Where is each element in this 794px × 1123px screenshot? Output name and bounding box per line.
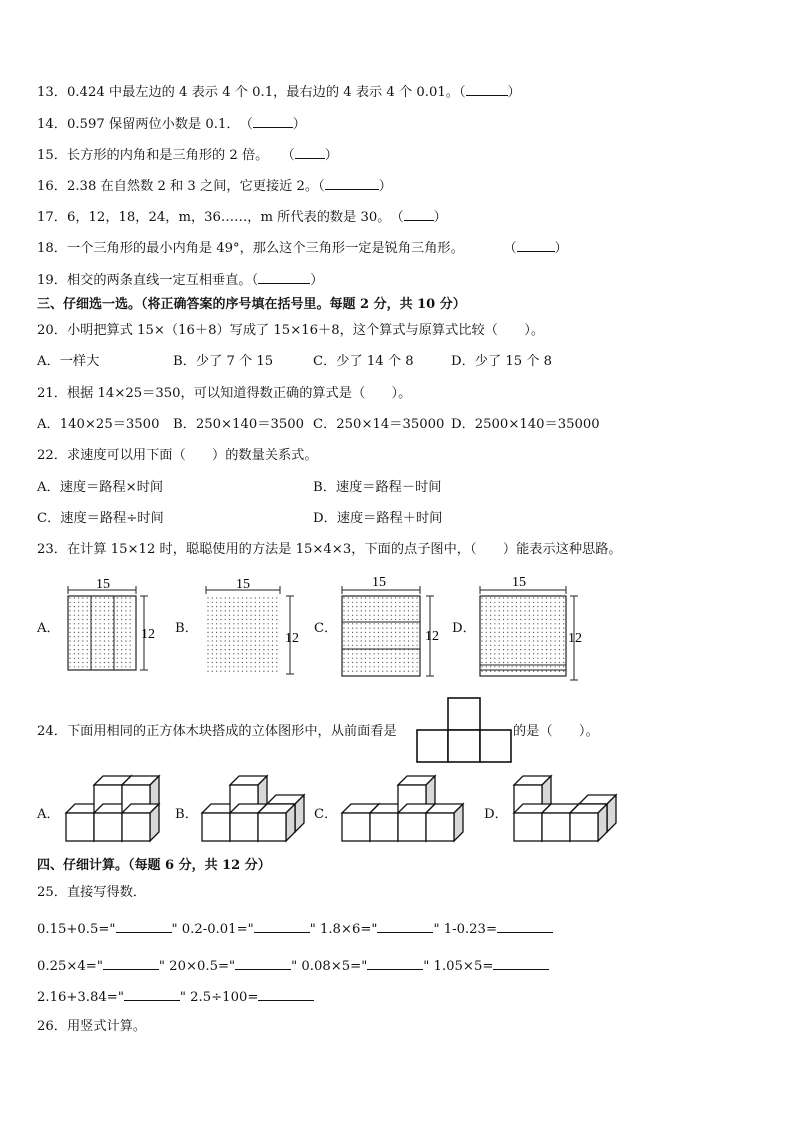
dot-figure-a [58,576,168,676]
question-21-stem: 21．根据 14×25＝350，可以知道得数正确的算式是（ ）。 [37,386,412,401]
calc-row-3 [37,988,314,1007]
question-q19 [37,271,323,290]
q20-option-a[interactable]: A．一样大 [37,354,100,369]
question-24-stem-end: 的是（ ）。 [513,724,599,739]
calc-item: 0.15+0.5=" [37,922,116,937]
calc-item: " 0.2-0.01=" [171,922,254,937]
dot-grid [343,597,417,671]
question-26-stem: 26．用竖式计算。 [37,1019,147,1034]
dot-grid [481,597,564,671]
cube-figure-a [64,773,174,853]
q23-letter-a[interactable]: A． [37,621,60,636]
dot-figure-d [474,576,584,686]
cube [258,804,295,841]
q20-option-d[interactable]: D．少了 15 个 8 [451,354,553,369]
question-q14 [37,115,306,134]
answer-blank[interactable] [404,208,434,221]
answer-blank[interactable] [466,83,508,96]
close-paren: ） [507,85,521,100]
width-label: 15 [372,575,386,590]
answer-blank[interactable] [124,988,180,1001]
answer-blank[interactable] [258,271,310,284]
close-paren: ） [310,273,324,288]
question-20-stem: 20．小明把算式 15×（16＋8）写成了 15×16＋8，这个算式与原算式比较（ ）。 [37,323,545,338]
answer-blank[interactable] [493,957,549,970]
question-q15 [37,146,338,165]
question-22-stem: 22．求速度可以用下面（ ）的数量关系式。 [37,448,318,463]
height-label: 12 [141,627,155,642]
calc-item: " 1.05×5= [423,959,494,974]
q22-option-d[interactable]: D．速度＝路程＋时间 [313,511,443,526]
calc-item: " 2.5÷100= [179,990,259,1005]
q21-option-a[interactable]: A．140×25＝3500 [37,417,160,432]
cube-figure-c [340,773,470,853]
q21-option-b[interactable]: B．250×140＝3500 [173,417,305,432]
q24-letter-a[interactable]: A． [37,807,60,822]
q23-letter-c[interactable]: C． [314,621,338,636]
height-label: 12 [285,631,299,646]
close-paren: ） [433,210,447,225]
calc-item: " 1.8×6=" [309,922,378,937]
dot-figure-b [196,576,306,676]
answer-blank[interactable] [258,988,314,1001]
answer-blank[interactable] [254,920,310,933]
answer-blank[interactable] [295,146,325,159]
close-paren: ） [378,179,392,194]
question-23-stem: 23．在计算 15×12 时，聪聪使用的方法是 15×4×3，下面的点子图中，（ ）能表示这种思路。 [37,542,622,557]
answer-blank[interactable] [116,920,172,933]
close-paren: ） [324,148,338,163]
height-label: 12 [568,631,582,646]
q24-letter-c[interactable]: C． [314,807,338,822]
cube [122,804,159,841]
question-25-stem: 25．直接写得数． [37,885,147,900]
close-paren: ） [292,117,306,132]
answer-blank[interactable] [517,239,555,252]
question-q13 [37,83,521,102]
answer-blank[interactable] [367,957,423,970]
q22-option-b[interactable]: B．速度＝路程－时间 [313,480,442,495]
q22-option-c[interactable]: C．速度＝路程÷时间 [37,511,164,526]
calc-item: " 20×0.5=" [158,959,236,974]
dot-grid [69,597,130,667]
q24-letter-d[interactable]: D． [484,807,508,822]
height-label: 12 [425,629,439,644]
calc-item: 0.25×4=" [37,959,103,974]
question-text: 17．6，12，18，24，m，36……，m 所代表的数是 30。 （ [37,210,404,225]
question-q18 [37,239,568,258]
answer-blank[interactable] [103,957,159,970]
question-q17 [37,208,447,227]
answer-blank[interactable] [497,920,553,933]
question-text: 15．长方形的内角和是三角形的 2 倍。 （ [37,148,295,163]
calc-item: " 1-0.23= [433,922,498,937]
width-label: 15 [96,577,110,592]
q20-option-b[interactable]: B．少了 7 个 15 [173,354,274,369]
question-text: 18．一个三角形的最小内角是 49°，那么这个三角形一定是锐角三角形。 （ [37,241,517,256]
width-label: 15 [236,577,250,592]
question-text: 19．相交的两条直线一定互相垂直。（ [37,273,259,288]
q22-option-a[interactable]: A．速度＝路程×时间 [37,480,164,495]
calc-row-1 [37,920,553,939]
calc-row-2 [37,957,549,976]
cube [570,804,607,841]
question-q16 [37,177,392,196]
answer-blank[interactable] [235,957,291,970]
question-text: 13．0.424 中最左边的 4 表示 4 个 0.1，最右边的 4 表示 4 个 0.01。（ [37,85,466,100]
dot-figure-c [336,576,446,676]
q21-option-c[interactable]: C．250×14＝35000 [313,417,445,432]
front-view-figure [416,697,516,765]
q21-option-d[interactable]: D．2500×140＝35000 [451,417,600,432]
question-24-stem-start: 24．下面用相同的正方体木块搭成的立体图形中，从前面看是 [37,724,397,739]
cube-figure-b [200,773,310,853]
q23-letter-b[interactable]: B． [175,621,198,636]
close-paren: ） [554,241,568,256]
q24-letter-b[interactable]: B． [175,807,198,822]
section-3-title: 三、仔细选一选。（将正确答案的序号填在括号里。每题 2 分，共 10 分） [37,297,466,312]
cube-figure-d [512,773,622,853]
question-text: 14．0.597 保留两位小数是 0.1． （ [37,117,253,132]
question-text: 16．2.38 在自然数 2 和 3 之间，它更接近 2。（ [37,179,325,194]
section-4-title: 四、仔细计算。（每题 6 分，共 12 分） [37,858,271,873]
calc-item: " 0.08×5=" [291,959,368,974]
q20-option-c[interactable]: C．少了 14 个 8 [313,354,414,369]
dot-grid [207,597,277,671]
cube [426,804,463,841]
q23-letter-d[interactable]: D． [452,621,476,636]
calc-item: 2.16+3.84=" [37,990,124,1005]
width-label: 15 [512,575,526,590]
answer-blank[interactable] [253,115,293,128]
answer-blank[interactable] [377,920,433,933]
answer-blank[interactable] [325,177,379,190]
